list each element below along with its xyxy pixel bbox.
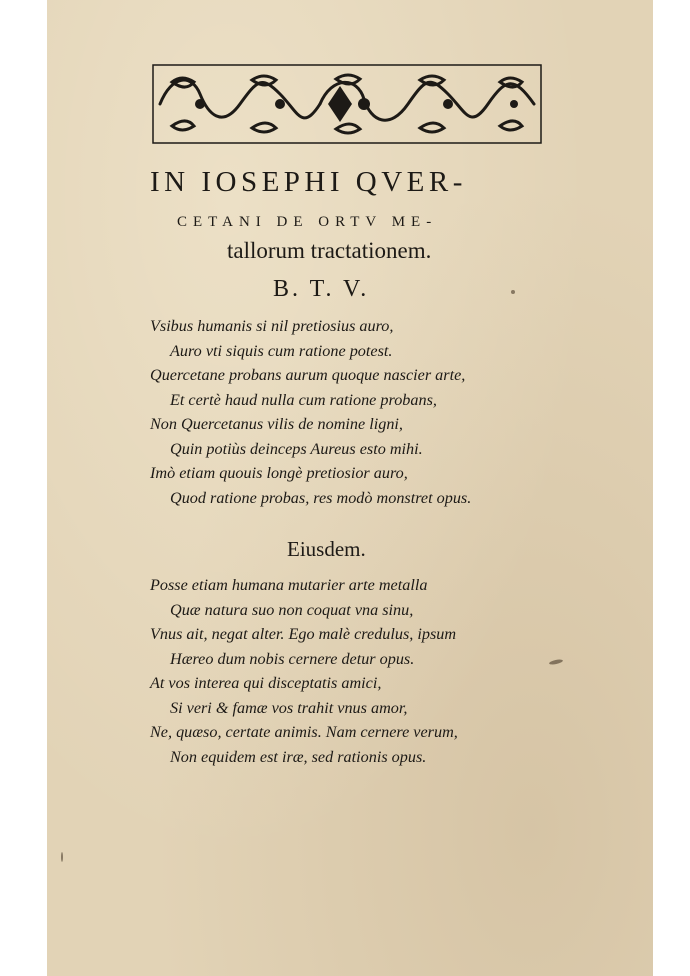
verse-line: Non Quercetanus vilis de nomine ligni, (150, 415, 403, 433)
ink-spot (61, 852, 63, 862)
verse-line: Et certè haud nulla cum ratione probans, (170, 390, 437, 409)
verse-line: Hæreo dum nobis cernere detur opus. (170, 649, 415, 668)
section-heading-eiusdem: Eiusdem. (287, 537, 366, 561)
verse-line: Posse etiam humana mutarier arte metalla (150, 576, 428, 594)
author-initials: B. T. V. (273, 276, 370, 302)
verse-line: Ne, quæso, certate animis. Nam cernere verum, (150, 723, 458, 741)
verse-line: At vos interea qui disceptatis amici, (150, 674, 382, 692)
verse-line: Vnus ait, negat alter. Ego malè credulus, ipsum (150, 625, 457, 643)
book-page (47, 0, 653, 976)
poem-2 (150, 573, 570, 769)
verse-line: Vsibus humanis si nil pretiosius auro, (150, 317, 394, 335)
verse-line: Quæ natura suo non coquat vna sinu, (170, 600, 414, 619)
ink-spot (511, 290, 515, 294)
verse-line: Imò etiam quouis longè pretiosior auro, (150, 464, 408, 482)
ornamental-headpiece (152, 64, 542, 144)
title-line-1: IN IOSEPHI QVER- (150, 166, 467, 198)
verse-line: Quin potiùs deinceps Aureus esto mihi. (170, 439, 423, 458)
verse-line: Auro vti siquis cum ratione potest. (170, 341, 393, 360)
verse-line: Si veri & famæ vos trahit vnus amor, (170, 698, 408, 717)
title-line-2: CETANI DE ORTV ME- (177, 214, 438, 230)
poem-1 (150, 314, 570, 510)
verse-line: Quod ratione probas, res modò monstret opus. (170, 488, 472, 507)
verse-line: Quercetane probans aurum quoque nascier arte, (150, 366, 466, 384)
title-line-3: tallorum tractationem. (227, 238, 432, 263)
verse-line: Non equidem est iræ, sed rationis opus. (170, 747, 427, 766)
